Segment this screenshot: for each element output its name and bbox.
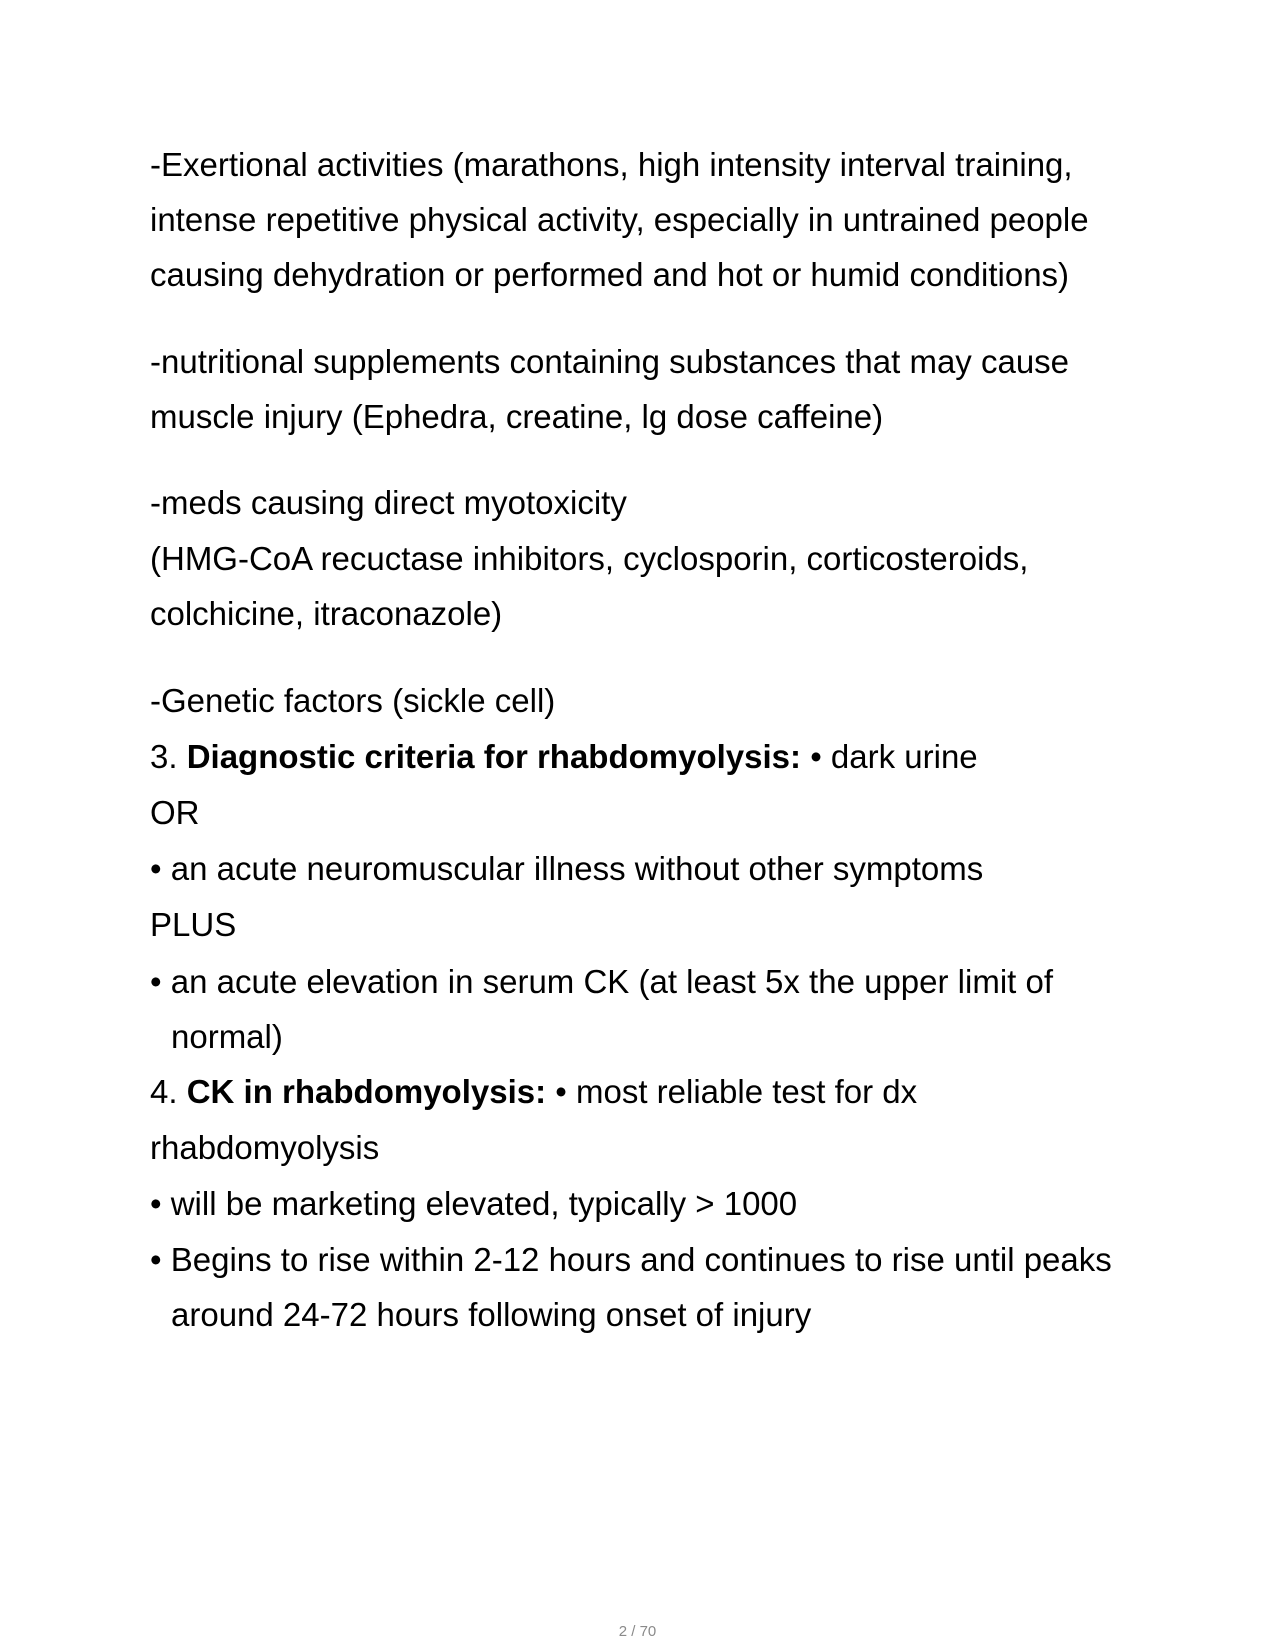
meds-line-3: colchicine, itraconazole)	[150, 595, 503, 632]
meds-line-1: -meds causing direct myotoxicity	[150, 484, 627, 521]
section-3-bullet-1: • an acute neuromuscular illness without other symptoms	[150, 850, 984, 887]
section-3-plus: PLUS	[150, 906, 237, 943]
section-4-number: 4.	[150, 1073, 187, 1110]
section-3-heading: Diagnostic criteria for rhabdomyolysis:	[186, 738, 802, 775]
supplements-line-2: muscle injury (Ephedra, creatine, lg dose caffeine)	[150, 398, 884, 435]
section-3-number: 3.	[150, 738, 187, 775]
section-4-bullet-2-line-1: • Begins to rise within 2-12 hours and continues to rise until peaks	[150, 1241, 1112, 1278]
section-4-heading-line	[150, 1072, 917, 1112]
section-4-heading: CK in rhabdomyolysis:	[186, 1073, 547, 1110]
page-number-indicator: 2 / 70	[618, 1623, 657, 1640]
section-4-inline-continuation: rhabdomyolysis	[150, 1129, 380, 1166]
section-4-inline-bullet: • most reliable test for dx	[546, 1073, 918, 1110]
section-3-or: OR	[150, 794, 200, 831]
section-3-bullet-2-line-1: • an acute elevation in serum CK (at least 5x the upper limit of	[150, 963, 1054, 1000]
exertional-line-3: causing dehydration or performed and hot or humid conditions)	[150, 256, 1070, 293]
meds-line-2: (HMG-CoA recuctase inhibitors, cyclosporin, corticosteroids,	[150, 540, 1029, 577]
section-3-inline-bullet: • dark urine	[801, 738, 978, 775]
section-4-bullet-2-line-2: around 24-72 hours following onset of injury	[171, 1296, 812, 1333]
exertional-line-1: -Exertional activities (marathons, high intensity interval training,	[150, 146, 1073, 183]
exertional-line-2: intense repetitive physical activity, especially in untrained people	[150, 201, 1089, 238]
section-3-heading-line	[150, 737, 978, 777]
genetic-line-1: -Genetic factors (sickle cell)	[150, 682, 556, 719]
section-3-bullet-2-line-2: normal)	[171, 1018, 283, 1055]
supplements-line-1: -nutritional supplements containing substances that may cause	[150, 343, 1070, 380]
section-4-bullet-1: • will be marketing elevated, typically > 1000	[150, 1185, 798, 1222]
